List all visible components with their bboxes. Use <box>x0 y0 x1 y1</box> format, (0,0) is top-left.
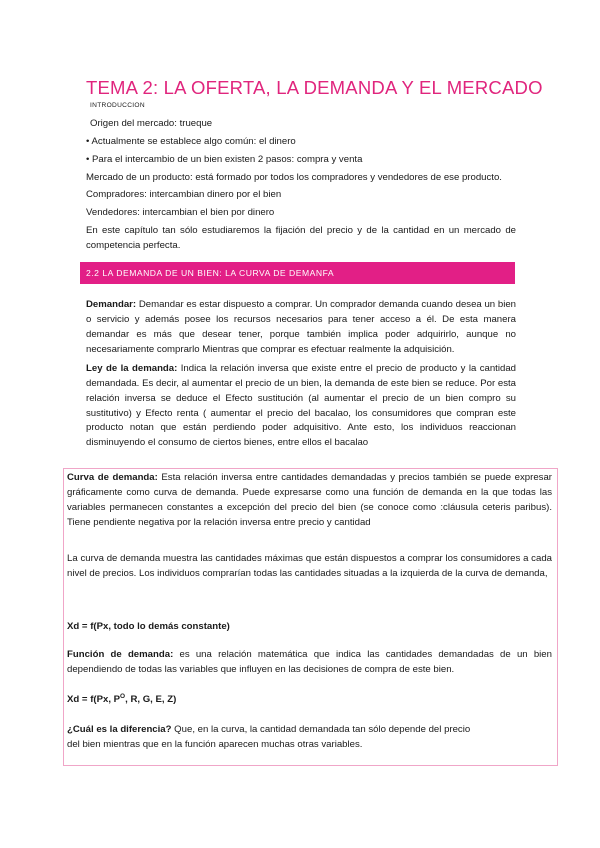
market-definition: Mercado de un producto: está formado por todos los compradores y vendedores de ese producto. <box>86 172 502 183</box>
bullet-item: • Para el intercambio de un bien existen 2 pasos: compra y venta <box>86 154 363 165</box>
formula-function <box>67 693 552 708</box>
formula-function-b: , R, G, E, Z) <box>125 694 177 705</box>
intro-label: INTRODUCCION <box>90 102 145 109</box>
formula-function-a: Xd = f(Px, P <box>67 694 121 705</box>
difference-line-1 <box>67 723 470 738</box>
curve-text: Esta relación inversa entre cantidades demandadas y precios también se puede expresar gráficamente como curva de demanda. Puede expresarse como una función de demanda en la que todas las variables permanecen constantes a excepción del precio del bien (se conoce como :cláusula ceteris paribus). Tiene pendiente negativa por la relación inversa entre precio y cantidad <box>67 472 552 528</box>
curve-paragraph-2: La curva de demanda muestra las cantidades máximas que están dispuestos a comprar los consumidores a cada nivel de precios. Los individuos comprarían todas las cantidades situadas a la izquierda de la curva de demanda, <box>67 553 552 579</box>
difference-line-2: del bien mientras que en la función aparecen muchas otras variables. <box>67 739 363 750</box>
function-paragraph <box>67 648 552 678</box>
curve-paragraph <box>67 471 552 530</box>
demand-text: Demandar es estar dispuesto a comprar. Un comprador demanda cuando desea un bien o servicio y además posee los recursos necesarios para tener acceso a él. De esta manera demandar es más que desear tener, porque también implica poder adquirirlo, aunque no necesariamente comprarlo Mientras que comprar es efectuar realmente la adquisición. <box>86 299 516 355</box>
law-term: Ley de la demanda: <box>86 363 178 374</box>
formula-curve <box>67 620 552 635</box>
buyers-definition: Compradores: intercambian dinero por el bien <box>86 189 282 200</box>
bullet-item: • Actualmente se establece algo común: el dinero <box>86 136 296 147</box>
formula-curve-text: Xd = f(Px, todo lo demás constante) <box>67 621 230 632</box>
formula-function-sup: O <box>120 692 126 700</box>
law-paragraph <box>86 362 516 451</box>
difference-text-1: Que, en la curva, la cantidad demandada tan sólo depende del precio <box>171 724 471 735</box>
sellers-definition: Vendedores: intercambian el bien por dinero <box>86 207 275 218</box>
page-title: TEMA 2: LA OFERTA, LA DEMANDA Y EL MERCADO <box>86 77 543 98</box>
function-term: Función de demanda: <box>67 649 174 660</box>
origin-line: Origen del mercado: trueque <box>90 118 213 129</box>
chapter-note: En este capítulo tan sólo estudiaremos la fijación del precio y de la cantidad en un mercado de competencia perfecta. <box>86 225 516 251</box>
section-heading: 2.2 LA DEMANDA DE UN BIEN: LA CURVA DE DEMANFA <box>86 268 335 278</box>
curve-term: Curva de demanda: <box>67 472 158 483</box>
demand-term: Demandar: <box>86 299 137 310</box>
law-text: Indica la relación inversa que existe entre el precio de producto y la cantidad demandada. Es decir, al aumentar el precio de un bien, la demanda de este bien se reduce. Por esta relación inversa se deduce el Efecto sustitución (al aumentar el precio de un bien compro su sustitutivo) y Efecto renta ( aumentar el precio del bacalao, los consumidores que compran este producto notan que están perdiendo poder adquisitivo. Ante esto, los individuos reaccionan disminuyendo el consumo de ciertos bienes, entre ellos el bacalao <box>86 363 516 449</box>
function-text: es una relación matemática que indica las cantidades demandadas de un bien dependiendo de todas las variables que influyen en las decisiones de compra de este bien. <box>67 649 552 675</box>
section-heading-banner <box>80 262 515 284</box>
difference-term: ¿Cuál es la diferencia? <box>67 724 172 735</box>
demand-paragraph <box>86 298 516 357</box>
